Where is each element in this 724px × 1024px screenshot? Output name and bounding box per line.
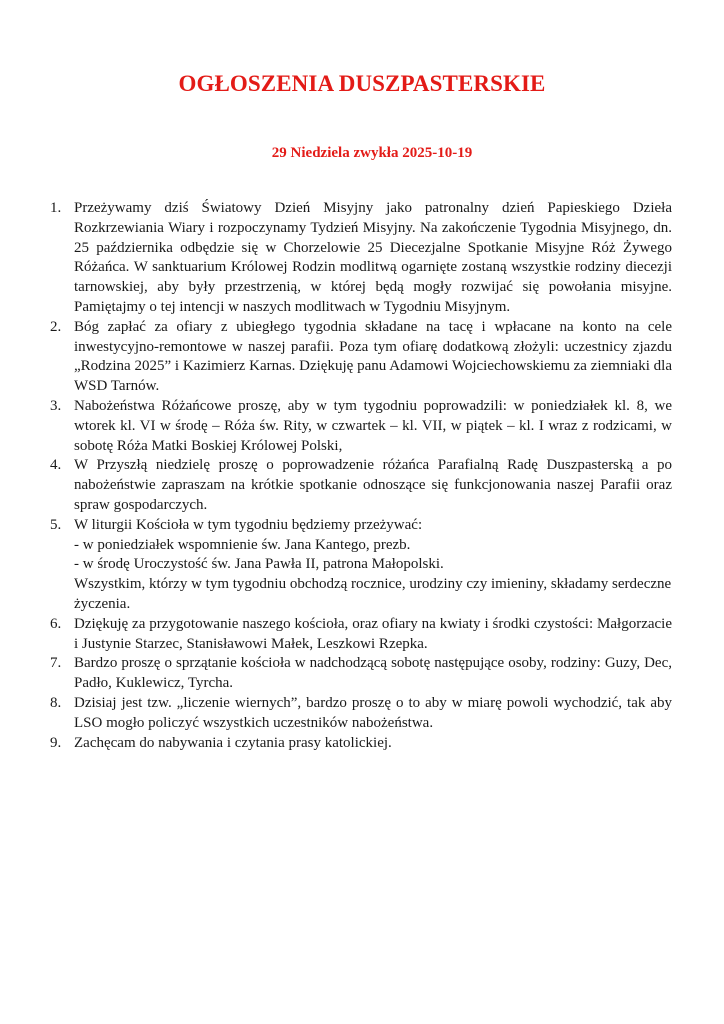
item-number: 1. [50,200,62,216]
item-number: 2. [50,318,62,335]
item-text-line: Wszystkim, którzy w tym tygodniu obchodzą rocznice, urodziny czy imieniny, składamy serdeczne życzenia. [74,576,672,612]
announcement-item [50,734,672,754]
item-text-line: - w poniedziałek wspomnienie św. Jana Kantego, prezb. [74,536,411,553]
announcement-item [50,199,672,318]
item-text-line: - w środę Uroczystość św. Jana Pawła II, patrona Małopolski. [74,556,444,573]
announcement-item [50,318,672,397]
item-number: 9. [50,734,62,751]
item-text: W Przyszłą niedzielę proszę o poprowadzenie różańca Parafialną Radę Duszpasterską a po nabożeństwie zapraszam na krótkie spotkanie odnoszące się funkcjonowania naszej Parafii oraz spraw gospodarczych. [74,457,672,513]
announcement-item [50,397,672,456]
item-number: 4. [50,457,62,474]
item-number: 6. [50,615,62,632]
item-text: Bóg zapłać za ofiary z ubiegłego tygodnia składane na tacę i wpłacane na konto na cele inwestycyjno-remontowe w naszej parafii. Poza tym ofiarę dodatkową złożyli: uczestnicy zjazdu „Rodzina 2025” i Kazimierz Karnas. Dziękuję panu Adamowi Wojciechowskiemu za ziemniaki dla WSD Tarnów. [74,318,672,395]
announcement-item [50,694,672,734]
announcement-list [50,199,672,753]
item-text: Dzisiaj jest tzw. „liczenie wiernych”, bardzo proszę o to aby w miarę powoli wychodzić, tak aby LSO mogło policzyć wszystkich uczestników nabożeństwa. [74,694,672,731]
item-text: Zachęcam do nabywania i czytania prasy katolickiej. [74,734,392,751]
announcement-item [50,654,672,694]
announcement-item [50,516,672,615]
announcement-item [50,615,672,655]
announcement-item [50,456,672,515]
item-text: Przeżywamy dziś Światowy Dzień Misyjny jako patronalny dzień Papieskiego Dzieła Rozkrzewiania Wiary i rozpoczynamy Tydzień Misyjny. Na zakończenie Tygodnia Misyjnego, dn. 25 października odbędzie się w Chorzelowie 25 Diecezjalne Spotkanie Misyjne Róż Żywego Różańca. W sanktuarium Królowej Rodzin modlitwą ogarnięte zostaną wszystkie rodziny diecezji tarnowskiej, aby były przestrzenią, w której będą mogły rozwijać się powołania misyjne. Pamiętajmy o tej intencji w naszych modlitwach w Tygodniu Misyjnym. [74,200,672,315]
document-subtitle: 29 Niedziela zwykła 2025-10-19 [271,145,473,161]
item-text: Bardzo proszę o sprzątanie kościoła w nadchodzącą sobotę następujące osoby, rodziny: Guzy, Dec, Padło, Kuklewicz, Tyrcha. [74,655,672,692]
item-text-line: W liturgii Kościoła w tym tygodniu będziemy przeżywać: [74,516,423,533]
item-number: 3. [50,397,62,414]
document-title: OGŁOSZENIA DUSZPASTERSKIE [178,71,546,96]
item-number: 8. [50,694,62,711]
item-number: 7. [50,655,62,672]
item-text: Nabożeństwa Różańcowe proszę, aby w tym tygodniu poprowadzili: w poniedziałek kl. 8, we wtorek kl. VI w środę – Róża św. Rity, w czwartek – kl. VII, w piątek – kl. I wraz z rodzicami, w sobotę Róża Matki Boskiej Królowej Polski, [74,397,672,454]
item-number: 5. [50,516,62,533]
item-text: Dziękuję za przygotowanie naszego kościoła, oraz ofiary na kwiaty i środki czystości: Małgorzacie i Justynie Starzec, Stanisławowi Małek, Leszkowi Rzepka. [74,615,672,652]
item-text [74,516,672,615]
